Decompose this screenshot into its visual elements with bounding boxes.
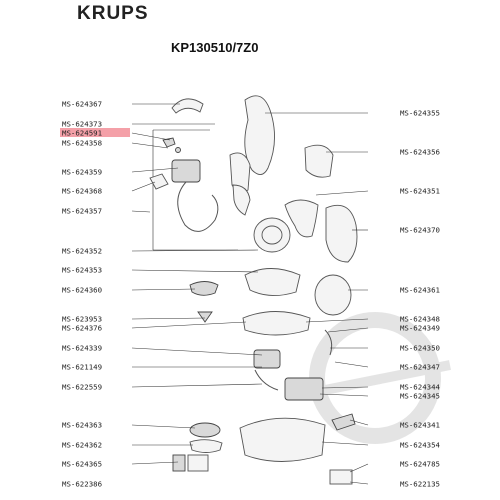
- part-label-right: MS-624349: [399, 323, 440, 333]
- leader-line: [132, 462, 178, 464]
- part-label-left: MS-621149: [62, 362, 103, 372]
- part-label-left: MS-624367: [62, 99, 103, 109]
- part-label-right: MS-624354: [399, 440, 440, 450]
- part-capsule-ring-inner: [262, 226, 282, 244]
- part-heater-wire: [178, 182, 218, 231]
- watermark-ring: [300, 320, 450, 436]
- part-heating-block: [172, 160, 200, 182]
- part-front-panel: [305, 145, 333, 177]
- part-label-right: MS-624350: [399, 343, 440, 353]
- part-label-right: MS-624347: [399, 362, 440, 372]
- part-label-right: MS-622135: [399, 479, 440, 489]
- part-label-left: MS-624365: [62, 459, 103, 469]
- part-label-left: MS-624373: [62, 119, 103, 129]
- leader-line: [350, 464, 368, 472]
- part-label-left: MS-624368: [62, 186, 103, 196]
- leader-line: [132, 384, 262, 387]
- part-label-right: MS-624345: [399, 391, 440, 401]
- part-foot-block: [188, 455, 208, 471]
- part-label-left: MS-624591: [62, 128, 103, 138]
- leader-line: [132, 168, 178, 172]
- part-body-shell: [326, 205, 357, 262]
- part-cable: [255, 370, 278, 390]
- model-number: KP130510/7Z0: [171, 40, 259, 55]
- part-label-left: MS-624339: [62, 343, 103, 353]
- part-label-right: MS-624351: [399, 186, 440, 196]
- leader-line: [132, 270, 258, 272]
- leader-line: [132, 289, 195, 290]
- part-dome-cover: [315, 275, 351, 315]
- part-control-board: [285, 378, 323, 400]
- leader-line: [316, 191, 368, 195]
- part-top-cap: [172, 99, 203, 113]
- leader-line: [132, 348, 262, 355]
- part-screw-set: [330, 470, 352, 484]
- leader-line: [132, 322, 246, 328]
- leader-line: [132, 211, 150, 212]
- part-label-left: MS-624358: [62, 138, 103, 148]
- part-label-right: MS-624344: [399, 382, 440, 392]
- part-label-right: MS-624355: [399, 108, 440, 118]
- brand-logo: KRUPS: [77, 3, 149, 24]
- leader-line: [132, 318, 205, 319]
- part-capsule-base: [245, 269, 300, 296]
- part-label-left: MS-622386: [62, 479, 103, 489]
- part-drip-tray: [190, 440, 222, 453]
- part-label-left: MS-624353: [62, 265, 103, 275]
- part-label-right: MS-624348: [399, 314, 440, 324]
- part-push-button: [190, 282, 218, 296]
- part-drip-grid: [190, 423, 220, 437]
- part-base-housing: [240, 418, 325, 461]
- leader-line: [350, 482, 368, 484]
- part-label-left: MS-624352: [62, 246, 103, 256]
- part-label-left: MS-624359: [62, 167, 103, 177]
- part-seal-band: [243, 312, 310, 336]
- part-small-box: [173, 455, 185, 471]
- leader-line: [132, 182, 155, 191]
- part-label-right: MS-624341: [399, 420, 440, 430]
- part-label-right: MS-624370: [399, 225, 440, 235]
- part-label-right: MS-624356: [399, 147, 440, 157]
- leader-line: [132, 133, 170, 140]
- part-small-screw: [176, 148, 181, 153]
- part-label-left: MS-624357: [62, 206, 103, 216]
- part-label-right: MS-624361: [399, 285, 440, 295]
- part-label-left: MS-622559: [62, 382, 103, 392]
- part-label-left: MS-624362: [62, 440, 103, 450]
- part-pump: [254, 350, 280, 368]
- part-label-left: MS-624360: [62, 285, 103, 295]
- part-label-left: MS-624376: [62, 323, 103, 333]
- leader-line: [132, 425, 195, 428]
- part-label-left: MS-624363: [62, 420, 103, 430]
- part-clip: [163, 138, 175, 147]
- assembly-bracket: [153, 130, 238, 250]
- leader-line: [132, 143, 168, 148]
- part-label-right: MS-624785: [399, 459, 440, 469]
- part-drip-nozzle: [198, 312, 212, 322]
- leader-line: [335, 362, 368, 367]
- part-label-left: MS-623953: [62, 314, 103, 324]
